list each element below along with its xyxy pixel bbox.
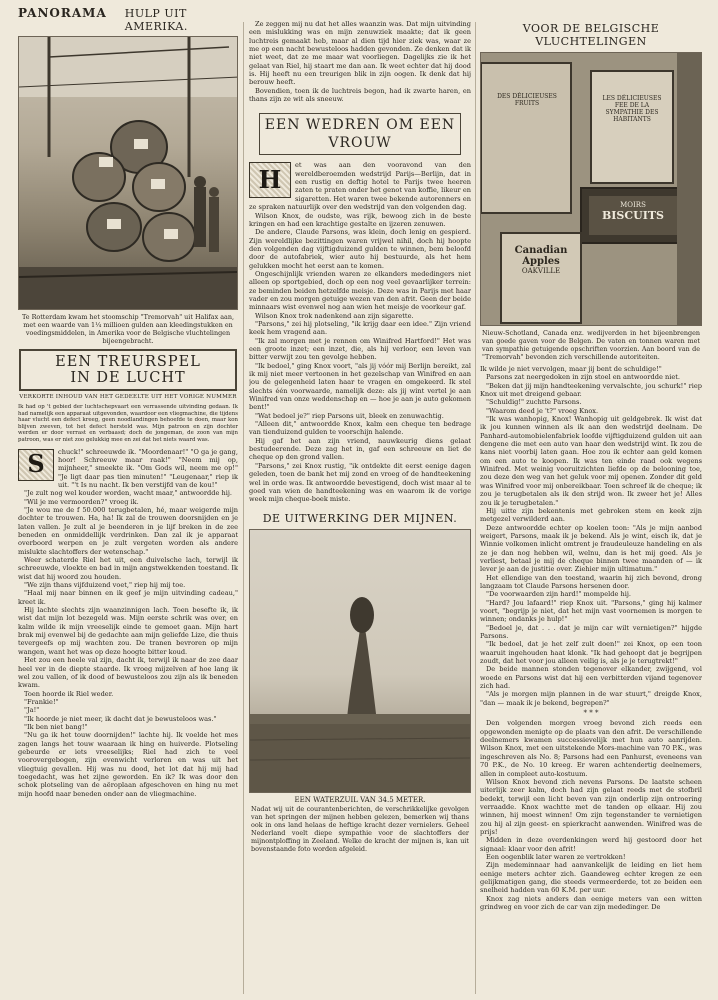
paragraph: Ik wilde je niet vervolgen, maar jij bent de schuldige!" [480, 365, 662, 373]
paragraph: "Ik zal morgen met je rennen om Winifred Hartford!" Het was een groote inzet; een inzet, die, als hij verloor, een leven van bitter verwijt zou ten gevolge hebben. [249, 336, 471, 362]
paragraph: Het ellendige van den toestand, waarin hij zich bevond, drong langzaam tot Claude Parsons hersenen door. [480, 573, 702, 590]
apples-label-line1: Canadian [514, 245, 568, 256]
paragraph: "Schuldig!" zuchtte Parsons. [486, 398, 582, 407]
paragraph: "Ik bedoel," ging Knox voort, "als jij vóór mij Berlijn bereikt, zal ik mij niet meer vertoonen in het gezelschap van Winifred en aan jou de gelegenheid laten haar te vragen en omgekeerd. Ik stel slechts één voorwaarde, namelijk deze: als jij wint vertel je aan Winifred van onze weddenschap en — hoe je aan je auto gekomen bent!" [249, 361, 471, 412]
apples-label [505, 245, 577, 275]
section-title: HULP UIT AMERIKA. [124, 7, 188, 33]
paragraph: "Bedoel je, dat . . . dat je mijn car wilt vernietigen?" hijgde Parsons. [480, 623, 702, 640]
paragraph: Wilson Knox trok nadenkend aan zijn sigarette. [255, 311, 414, 320]
paragraph: "Nu ga ik het touw doornijden!" lachte hij. Ik voelde het mes zagen langs het touw waaraan ik hing en huiverde. Plotseling gebeurde er iets vreeselijks; Riel had zich te veel voorovergebogen, zijn evenwicht verloren en was uit het vliegtuig gevallen. Hij was nu dood, het lot dat hij mij had toegedacht, was het zijne geworden. En ik? Ik was door den schok plotseling van de aëroplaan afgeschoven en hing nu met mijn hoofd naar beneden onder aan de vliegmachine. [18, 731, 238, 798]
paragraph: "Waarom deed je 't?" vroeg Knox. [486, 406, 599, 415]
biscuits-label-line1: MOIRS [620, 201, 646, 209]
crates-photo [480, 52, 702, 326]
column-left [18, 6, 238, 996]
paragraph: chuck!" schreeuwde ik. "Moordenaar!" "O ga je gang, hoor! Schreeuw maar raak!" "Neem mij op, mijnheer," smeekte ik. "Om Gods wil, neem me op!" "Je ligt daar pas tien minuten!" "Leugenaar," riep ik uit. "'t Is nu nacht. Ik ben verstijfd van de kou!" [58, 447, 238, 489]
paragraph: "Parsons," zei Knox rustig, "ik ontdekte dit eerst eenige dagen geleden, toen de bank het mij zond en vroeg of de handteekening wel in orde was. Ik antwoordde bevestigend, doch wist maar al te goed van wien de handteekening was en waarom ik de vorige week mijn cheque-boek miste. [249, 461, 471, 504]
column-right [480, 6, 702, 996]
dropcap: H [249, 162, 291, 198]
paragraph: "Ja!" [24, 706, 40, 715]
apples-label-line2: Apples [522, 256, 560, 267]
paragraph: Een oogenblik later waren ze vertrokken! [486, 852, 626, 861]
paragraph: Weer schaterde Riel het uit, een duivelsche lach, terwijl ik schreeuwde, vloekte en bad in mijn angstwekkenden toestand. Ik wist dat hij woord zou houden. [18, 556, 238, 581]
paragraph: "Je zult nog wel kouder worden, wacht maar," antwoordde hij. [24, 489, 232, 498]
biscuits-label [593, 201, 673, 222]
dropcap: S [18, 449, 54, 481]
paragraph: "Frankie!" [24, 697, 59, 706]
section-break: * * * [583, 709, 599, 718]
paragraph: Ze zeggen mij nu dat het alles waanzin was. Dat mijn uitvinding een mislukking was en mijn zenuwziek maakte; dat ik geen luchtreis gemaakt heb, maar al dien tijd hier ziek was, waar ze me op een nacht bewusteloos hadden gevonden. Ze denken dat ik niet weet, dat ze me maar wat voorliegen. Dagelijks zie ik het gelaat van Riel, hij staart me dan aan. Ik weet echter dat hij dood is. Hij heeft nu een treurigen blik in zijn oogen. Ik denk dat hij berouw heeft. [249, 20, 471, 87]
paragraph: "Wil je me vermoorden?" vroeg ik. [24, 497, 139, 506]
paragraph: et was aan den vooravond van den wereldberoemden wedstrijd Parijs—Berlijn, dat in een rustig en deftig hotel te Parijs twee heeren zaten te praten onder het genot van koffie, likeur en sigaretten. Het waren twee bekende autorenners en ze spraken natuurlijk over den wedstrijd van den volgenden dag. [249, 161, 471, 212]
ship-photo-illustration [19, 37, 238, 309]
paragraph: Den volgenden morgen vroeg bevond zich reeds een opgewonden menigte op de plaats van den afrit. De verschillende deelnemers kwamen successievelijk met hun auto aanrijden. Wilson Knox, met een uitstekende Mors-machine van 70 P.K., was ingeschreven als No. 8; Parsons had een Panhurst, eveneens van 70 P.K., de No. 10 kreeg. Er waren achtendertig deelnemers, allen in compleet auto-kostuum. [480, 719, 702, 778]
paragraph: "Ik ben niet bang!" [24, 722, 88, 731]
crates-photo-caption: Nieuw-Schotland, Canada enz. wedijverden in het bijeenbrengen van goede gaven voor de Belgen. De vaten en tonnen waren met van sympathie getuigende opschriften voorzien. Aan boord van de "Tremorvah" bevonden zich verschillende autoriteiten. [482, 329, 700, 361]
paragraph: Zijn medeminnaar had aanvankelijk de leiding en liet hem eenige meters achter zich. Gaandeweg echter kregen ze een gelijkmatigen gang, die steeds vermeerderde, tot ze beiden een snelheid hadden van 60 K.M. per uur. [480, 861, 702, 895]
paragraph: "We zijn thans vijfduizend voet," riep hij mij toe. [24, 581, 186, 590]
paragraph: Wilson Knox, de oudste, was rijk, bewoog zich in de beste kringen en had een krachtige gestalte en ijzeren zenuwen. [249, 211, 471, 228]
ship-photo [18, 36, 238, 310]
paragraph: Hij lachte slechts zijn waanzinnigen lach. Toen besefte ik, ik wist dat mijn lot bezegeld was. Mijn eerste schrik was over, en kalm wilde ik mijn vreeselijk einde te gemoet gaan. Mijn hart brak mij evenwel bij de gedachte aan mijn geliefde Lize, die thuis tevergeefs op mij wachten zou. De tranen bevroren op mijn wangen, want het was op deze hoogte bitter koud. [18, 606, 238, 656]
story-body [249, 161, 471, 503]
story-title-box [259, 113, 461, 155]
paragraph: Toen hoorde ik Riel weder. [24, 689, 114, 698]
story-title-line2: IN DE LUCHT [70, 370, 186, 386]
paragraph: Ongeschijnlijk vrienden waren ze elkanders mededingers niet alleen op sportgebied, doch op een nog veel gevaarlijker terrein: ze beminden beiden hetzelfde meisje. Deze was in Parijs met haar vader en zou morgen getuige wezen van den afrit. Geen der beide minnaars wist evenwel nog aan wien het meisje de voorkeur gaf. [249, 269, 471, 312]
crate-label-2: LES DÉLICIEUSES FEE DE LA SYMPATHIE DES HABITANTS [602, 95, 662, 123]
story-continued [480, 365, 702, 911]
story-title-box [19, 349, 237, 391]
biscuits-label-line2: BISCUITS [601, 209, 664, 222]
paragraph: De andere, Claude Parsons, was klein, doch lenig en gespierd. Zijn wereldlijke bezittingen waren vrijwel nihil, doch hij hoopte den volgenden dag vijftigduizend gulden te winnen, bem beloofd door de autofabriek, wier auto hij bestuurde, als het hem gelukken mocht het eerst aan te komen. [249, 228, 471, 270]
story-title-line1: EEN TREURSPEL [55, 354, 201, 370]
paragraph: Het zou een heele val zijn, dacht ik, terwijl ik naar de zee daar heel ver in de diepte staarde. Ik vroeg mijzelven af hoe lang ik wel zou vallen, of ik dood of bewusteloos zou zijn als ik beneden kwam. [18, 656, 238, 690]
paragraph: "Alleen dit," antwoordde Knox, kalm een cheque ten bedrage van tienduizend gulden te voorschijn halende. [249, 420, 471, 437]
paragraph: Midden in deze overdenkingen werd hij gestoord door het signaal: klaar voor den afrit! [480, 836, 702, 853]
paragraph: "Ik bedoel, dat je het zelf zult doen!" zei Knox, op een toon waaruit ingehouden haat klonk. "Ik had gehoopt dat je begrijpen zoudt, dat het voor jou alleen veilig is, als je je terugtrekt!" [480, 640, 702, 666]
summary-text: Ik had op 't gebied der luchtschepvaart een verrassende uitvinding gedaan. Ik had namelijk een apparaat uitgevonden, waardoor een vliegmachine, die tijdens haar vlucht een defect kreeg, geen noodlandingen behoefde te doen, maar kon blijven zweven, tot het defect hersteld was. Mijn patroon en zijn dochter werden er door verrast en verbaasd; doch de jongeman, de zoon van mijn patroon, was er niet zoo gelukkig mee en zei dat het niets waard was. [18, 404, 238, 443]
paragraph: Bovendien, toen ik de luchtreis begon, had ik zwarte haren, en thans zijn ze wit als sneeuw. [249, 86, 471, 104]
paragraph: Hij uitte zijn bekentenis met gebroken stem en keek zijn metgezel verwilderd aan. [480, 506, 702, 524]
waterspout-caption: Nadat wij uit de courantenberichten, de verschrikkelijke gevolgen van het springen der mijnen hebben gelezen, bemerken wij thans ook in ons land helaas de heftige kracht dezer vernielers. Geheel Nederland voelt diepe sympathie voor de slachtoffers der mijnontploffing in Zeeland. Welke de kracht der mijnen is, kan uit bovenstaande foto worden afgeleid. [251, 804, 469, 853]
paragraph: Knox zag niets anders dan eenige meters van een witten grindweg en voor zich de car van zijn mededinger. De [480, 894, 702, 911]
column-divider [243, 22, 244, 994]
paragraph: Hij gaf het aan zijn vriend, nauwkeurig diens gelaat bestudeerende. Deze zag het in, gaf een schreeuw en liet de cheque op den grond vallen. [249, 436, 471, 462]
paragraph: Deze antwoordde echter op koelen toon: "Als je mijn aanbod weigert, Parsons, maak ik je bekend. Als je wint, eisch ik, dat je Winnie volkomen inlicht omtrent je fraudeuleuze handeling en als ze je dan nog hebben wil, welnu, dan is het mij goed. Als je verliest, betaal je mij de cheque binnen twee maanden of — ik lever je aan de justitie over. Ziehier mijn ultimatum." [480, 523, 702, 574]
intro-text [249, 20, 471, 103]
paragraph: "Parsons," zei hij plotseling, "ik krijg daar een idee." Zijn vriend keek hem vragend aan. [249, 319, 471, 337]
paragraph: "Als je morgen mijn plannen in de war stuurt," dreigde Knox, "dan — maak ik je bekend, begrepen?" [480, 690, 702, 707]
paragraph: De beide mannen stonden tegenover elkander, zwijgend, vol woede en Parsons wist dat hij een verbitterden vijand tegenover zich had. [480, 665, 702, 691]
masthead: PANORAMA [18, 6, 107, 20]
story-subtitle: VERKORTE INHOUD VAN HET GEDEELTE UIT HET VORIGE NUMMER [19, 394, 237, 400]
crate-label-1: DES DÉLICIEUSES FRUITS [497, 93, 557, 107]
story-body [18, 448, 238, 798]
paragraph: "Beken dat jij mijn handteekening vervalschte, jou schurk!" riep Knox uit met dreigend gebaar. [480, 381, 702, 399]
ship-photo-caption: Te Rotterdam kwam het stoomschip "Tremorvah" uit Halifax aan, met een waarde van 1¼ millioen gulden aan kleedingstukken en voedingsmiddelen, in Amerika voor de Belgische vluchtelingen bijeengebracht. [21, 313, 234, 345]
story-summary [18, 404, 238, 444]
paragraph: "Wat bedoel je?" riep Parsons uit, bleek en zenuwachtig. [255, 411, 444, 420]
paragraph: "Ik was wanhopig, Knox! Wanhopig uit geldgebrek. Ik wist dat ik jou kunnen winnen als ik aan den wedstrijd deelnam. De Panhard-automobielenfabriek loofde vijftigduizend gulden uit aan dengene die met een auto van haar den wedstrijd wint. Ik zou de kans niet voorbij laten gaan. Hoe zou ik echter aan geld komen om een auto te koopen. Ik was ten einde raad ook wegens Winifred. Met weinig vooruitzichten liefde op de belooning toe, zou deze den weg van het geluk voor mij openen. Zonder dit geld was Winifred voor mij onbereikbaar. Toen schreef ik de cheque; ik zou je terugbetalen als ik den strijd won. Ik zweer het je! Alles zou ik je terugbetalen." [480, 415, 702, 507]
paragraph: Parsons zat neergedoken in zijn stoel en antwoordde niet. [486, 373, 680, 382]
waterspout-caption-title: EEN WATERZUIL VAN 34.5 METER. [294, 795, 426, 804]
waterspout-illustration [250, 530, 471, 792]
waterspout-photo [249, 529, 471, 793]
paragraph: "Je wou me de f 50.000 terugbetalen, hé, maar weigerde mijn dochter te trouwen. Ha, ha! Ik zal de trouwen doorsnijden en je laten vallen. Je zult al je beenderen in je lijf breken in de zee beneden en onmiddellijk verdrinken. Dan zal ik je apparaat overboord werpen en je zult vergeten worden als andere mislukte slachtoffers der wetenschap." [18, 505, 238, 556]
apples-label-line3: OAKVILLE [521, 267, 561, 275]
section-title: VOOR DE BELGISCHE VLUCHTELINGEN [522, 22, 660, 48]
paragraph: Wilson Knox bevond zich nevens Parsons. De laatste scheen uiterlijk zeer kalm, doch had zijn gelaat reeds met de stofbril bedekt, terwijl een licht beven van zijn onderlip zijn ontroering verraadde. Knox wachtte met de tanden op elkaar. Hij zou winnen, hij moest winnen! Om zijn tegenstander te vernietigen zou hij al zijn geest- en spierkracht aanwenden. Winifred was de prijs! [480, 777, 702, 836]
paragraph: "Ik hoorde je niet meer, ik dacht dat je bewusteloos was." [24, 714, 217, 723]
story-title-line1: EEN WEDREN OM EEN [264, 117, 456, 134]
mines-title: DE UITWERKING DER MIJNEN. [262, 511, 458, 525]
paragraph: "De voorwaarden zijn hard!" mompelde hij. [486, 590, 631, 599]
paragraph: "Hard? Jou lafaard!" riep Knox uit. "Parsons," ging hij kalmer voort, "begrijp je niet, dat het mijn vast voornemen is morgen te winnen; ondanks je hulp!" [480, 598, 702, 624]
story-title-line2: VROUW [328, 135, 392, 152]
column-divider [475, 22, 476, 994]
paragraph: "Haal mij naar binnen en ik geef je mijn uitvinding cadeau," kreet ik. [18, 589, 238, 606]
column-middle [249, 6, 471, 996]
